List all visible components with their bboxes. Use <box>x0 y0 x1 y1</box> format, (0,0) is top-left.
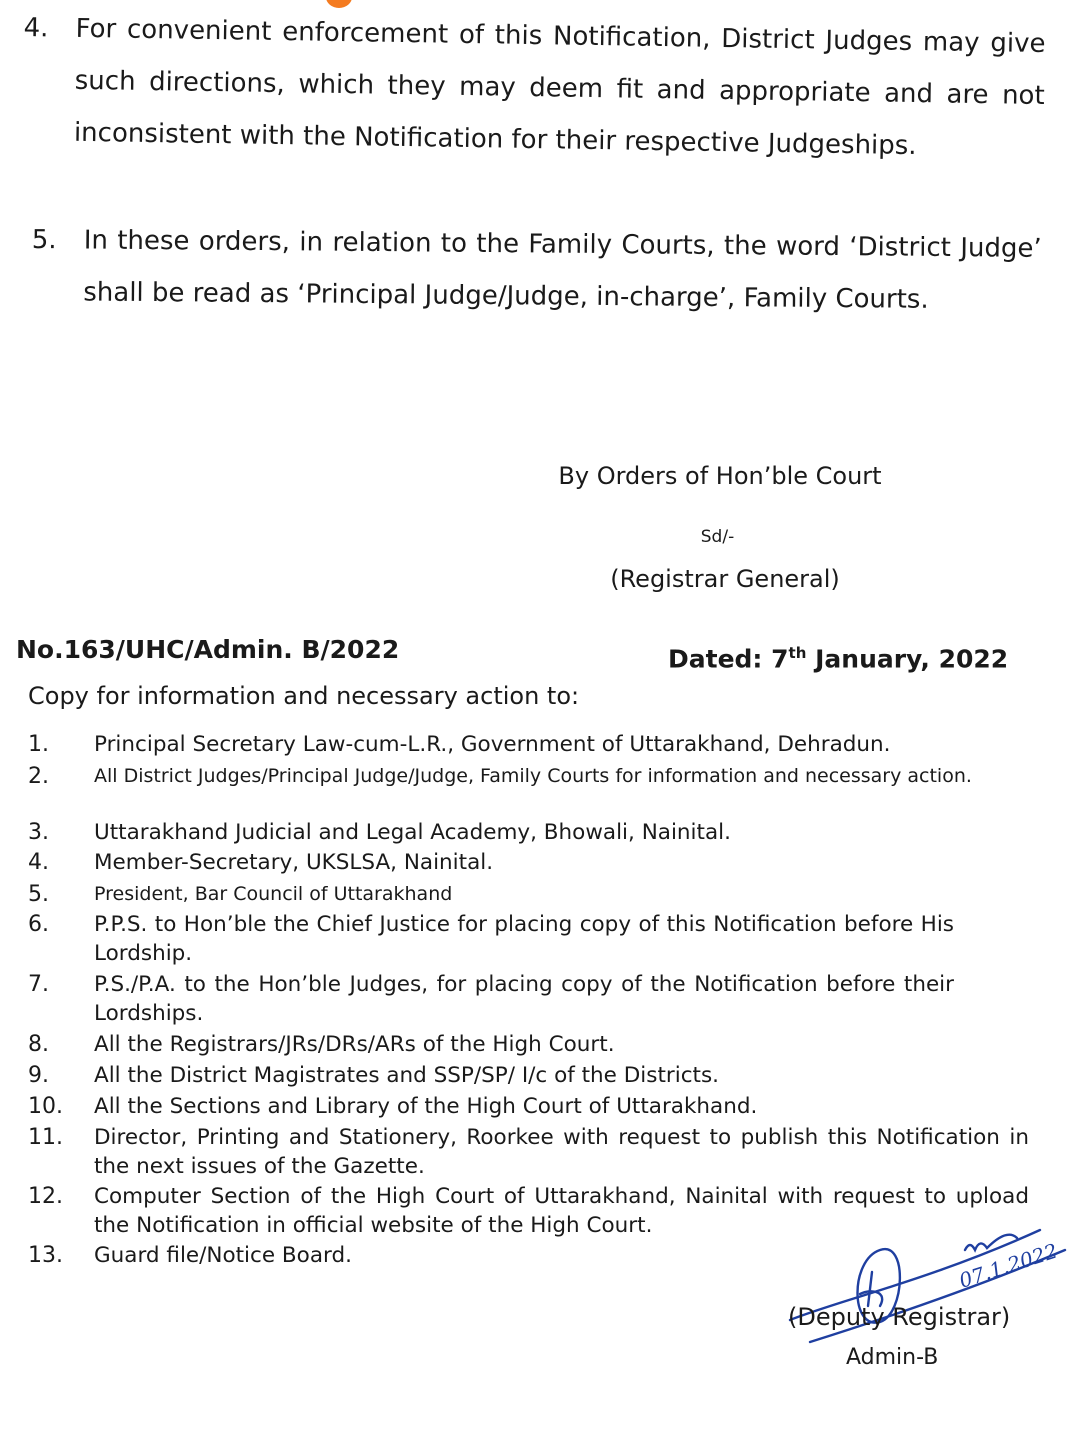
dated-superscript: th <box>788 644 807 662</box>
copy-list-number: 12. <box>28 1184 63 1209</box>
copy-list-number: 3. <box>28 820 49 845</box>
copy-list-text: All the District Magistrates and SSP/SP/ I/c of the Districts. <box>94 1063 720 1088</box>
dated-line <box>668 644 1008 673</box>
signature-date: 07.1.2022 <box>956 1238 1061 1293</box>
copy-list-text: Guard file/Notice Board. <box>94 1243 352 1268</box>
copy-list-text: All the Sections and Library of the High Court of Uttarakhand. <box>94 1094 758 1119</box>
dated-suffix: January, 2022 <box>806 644 1009 674</box>
copy-list-number: 7. <box>28 972 49 997</box>
deputy-registrar-designation: (Deputy Registrar) <box>788 1303 1011 1331</box>
admin-section: Admin-B <box>846 1345 939 1370</box>
copy-list-text: Director, Printing and Stationery, Roorkee with request to publish this Notification in the next issues of the Gazette. <box>94 1125 1029 1179</box>
signed-mark: Sd/- <box>700 527 735 547</box>
copy-list-text: Computer Section of the High Court of Uttarakhand, Nainital with request to upload the Notification in official website of the High Court. <box>94 1184 1029 1238</box>
copy-list-number: 10. <box>28 1094 63 1119</box>
registrar-general-designation: (Registrar General) <box>610 565 840 593</box>
copy-list-text: P.P.S. to Hon’ble the Chief Justice for placing copy of this Notification before His Lordship. <box>94 912 954 966</box>
copy-list-number: 8. <box>28 1032 49 1057</box>
paragraph-text: In these orders, in relation to the Family Courts, the word ‘District Judge’ shall be read as ‘Principal Judge/Judge, in-charge’, Family Courts. <box>83 225 1042 315</box>
paragraph-text: For convenient enforcement of this Notification, District Judges may give such directions, which they may deem fit and appropriate and are not inconsistent with the Notification for their respective Judgeships. <box>73 13 1046 162</box>
copy-list-text: All District Judges/Principal Judge/Judge, Family Courts for information and necessary action. <box>94 765 972 787</box>
paragraph-5 <box>31 214 1046 315</box>
copy-list-text: All the Registrars/JRs/DRs/ARs of the High Court. <box>94 1032 615 1057</box>
by-orders-line: By Orders of Hon’ble Court <box>558 462 882 490</box>
reference-number: No.163/UHC/Admin. B/2022 <box>16 635 400 664</box>
copy-list-text: Principal Secretary Law-cum-L.R., Government of Uttarakhand, Dehradun. <box>94 732 891 757</box>
dated-prefix: Dated: 7 <box>668 644 789 674</box>
copy-list-number: 1. <box>28 732 49 757</box>
copy-list-text: Member-Secretary, UKSLSA, Nainital. <box>94 850 494 875</box>
copy-list-number: 5. <box>28 882 49 907</box>
paragraph-number: 5. <box>31 224 57 256</box>
copy-list-number: 2. <box>28 764 49 789</box>
copy-list-number: 13. <box>28 1243 63 1268</box>
copy-list-text: Uttarakhand Judicial and Legal Academy, Bhowali, Nainital. <box>94 820 731 845</box>
copy-list-text: President, Bar Council of Uttarakhand <box>94 883 453 905</box>
copy-intro: Copy for information and necessary action to: <box>28 682 580 710</box>
copy-list-number: 9. <box>28 1063 49 1088</box>
signature-stroke <box>860 1272 882 1306</box>
copy-list-number: 4. <box>28 850 49 875</box>
copy-list-text: P.S./P.A. to the Hon’ble Judges, for placing copy of the Notification before their Lordships. <box>94 972 954 1026</box>
copy-list-number: 6. <box>28 912 49 937</box>
paragraph-4 <box>23 2 1046 162</box>
paragraph-number: 4. <box>23 12 49 44</box>
copy-list-number: 11. <box>28 1125 63 1150</box>
